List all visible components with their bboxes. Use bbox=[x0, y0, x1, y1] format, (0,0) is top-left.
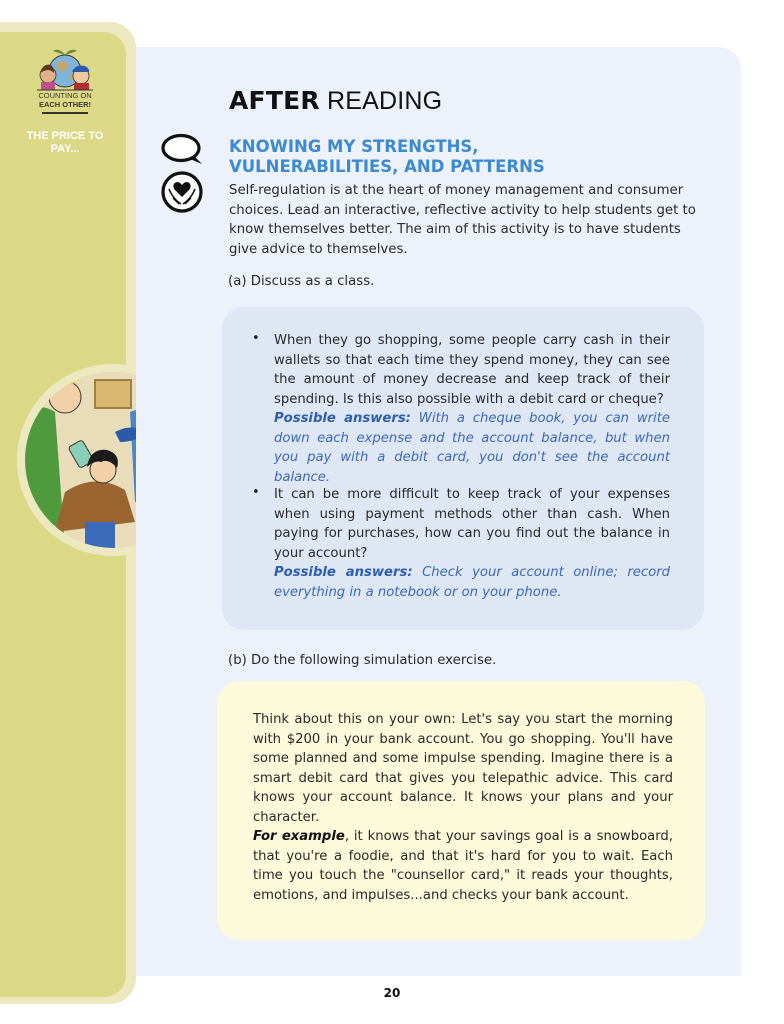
answer-label: Possible answers: bbox=[274, 565, 413, 580]
logo-text-line1: COUNTING ON bbox=[38, 91, 92, 100]
example-label: For example bbox=[253, 829, 345, 844]
answer-text: With a cheque book, you can write down each expense and the account balance, but when you pay with a debit card, you don't see the account balance. bbox=[274, 411, 670, 485]
part-b-label: (b) Do the following simulation exercise. bbox=[228, 653, 497, 668]
page-number: 20 bbox=[383, 986, 401, 1000]
example-text: , it knows that your savings goal is a snowboard, that you're a foodie, and that it's hard for you to wait. Each time you touch the "counsellor card," it reads your thoughts, emotions, and impulses...and checks your bank account. bbox=[253, 829, 673, 903]
heart-in-hands-icon bbox=[161, 171, 205, 219]
intro-paragraph: Self-regulation is at the heart of money management and consumer choices. Lead an interactive, reflective activity to help students get to know themselves better. The aim of this activity is to have students give advice to themselves. bbox=[229, 183, 696, 257]
discussion-question: When they go shopping, some people carry cash in their wallets so that each time they spend money, they can see the amount of money decrease and keep track of their spending. Is this also possible with a debit card or cheque? bbox=[274, 333, 670, 407]
discussion-box bbox=[222, 307, 704, 630]
bullet-icon: • bbox=[252, 331, 260, 346]
answer-text: Check your account online; record everything in a notebook or on your phone. bbox=[274, 565, 670, 600]
series-logo bbox=[30, 45, 100, 114]
title-bold: AFTER bbox=[229, 86, 320, 115]
title-regular: READING bbox=[326, 87, 443, 115]
bullet-icon: • bbox=[252, 485, 260, 500]
globe-with-kids-icon bbox=[35, 45, 95, 91]
part-a-label: (a) Discuss as a class. bbox=[228, 274, 375, 289]
simulation-text: Think about this on your own: Let's say you start the morning with $200 in your bank account. You go shopping. You'll have some planned and some impulse spending. Imagine there is a smart debit card that gives you telepathic advice. This card knows your account balance. It knows your plans and your character. bbox=[253, 712, 673, 825]
sidebar-section-label: THE PRICE TO PAY... bbox=[26, 130, 104, 155]
simulation-box bbox=[217, 681, 705, 940]
page-title bbox=[229, 86, 442, 116]
answer-label: Possible answers: bbox=[274, 411, 411, 426]
speech-bubble-icon bbox=[160, 133, 206, 171]
logo-text-line2: EACH OTHER! bbox=[38, 100, 92, 109]
discussion-question: It can be more difficult to keep track of your expenses when using payment methods other than cash. When paying for purchases, how can you find out the balance in your account? bbox=[274, 487, 670, 561]
section-heading: KNOWING MY STRENGTHS, VULNERABILITIES, AND PATTERNS bbox=[229, 137, 545, 176]
logo-divider bbox=[42, 112, 88, 114]
